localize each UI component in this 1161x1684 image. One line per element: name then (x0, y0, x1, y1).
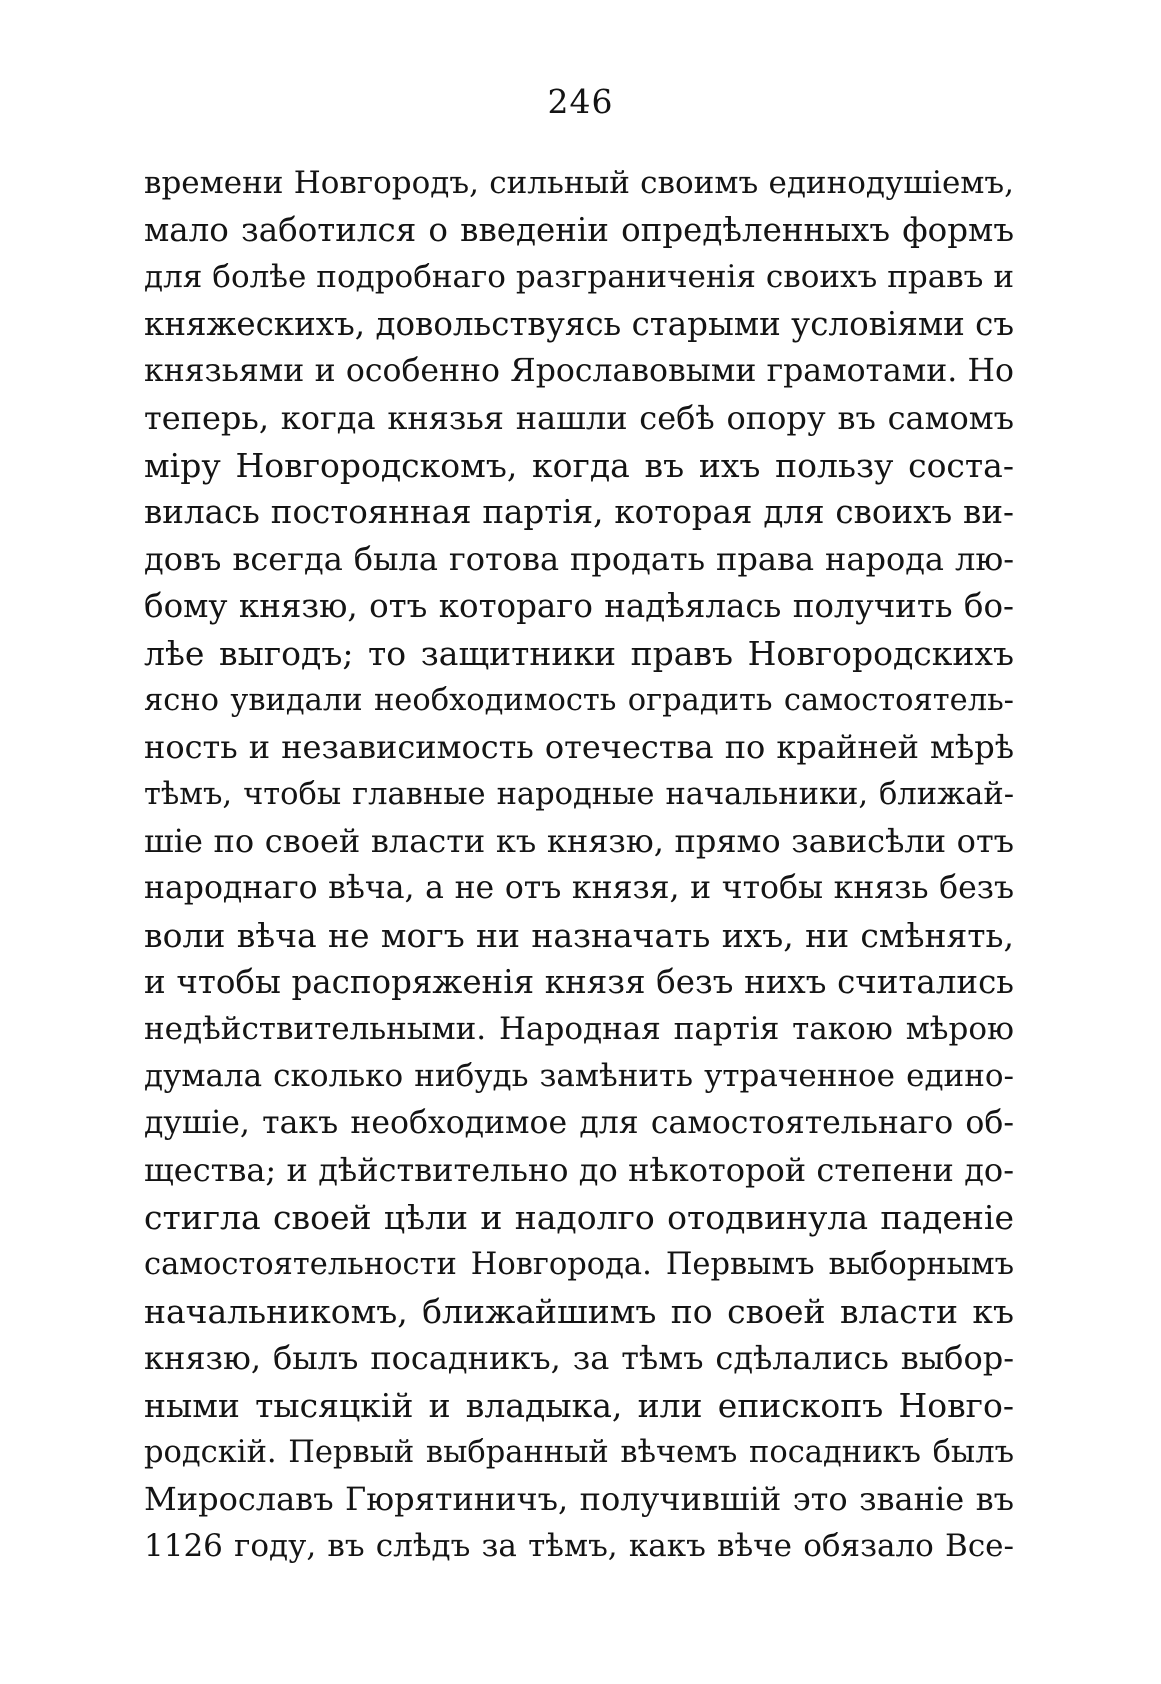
text-line: недѣйствительными. Народная партiя такою мѣрою (144, 1011, 1014, 1047)
text-line: ясно увидали необходимость оградить самостоятель- (144, 683, 1014, 718)
text-line: теперь, когда князья нашли себѣ опору въ самомъ (144, 399, 1014, 437)
text-line: воли вѣча не могъ ни назначать ихъ, ни смѣнять, (144, 916, 1014, 955)
text-line: и чтобы распоряженiя князя безъ нихъ считались (144, 963, 1014, 1001)
text-line: княжескихъ, довольствуясь старыми условiями съ (144, 305, 1014, 343)
text-line: 1126 году, въ слѣдъ за тѣмъ, какъ вѣче обязало Все- (144, 1528, 1014, 1564)
text-line: для болѣе подробнаго разграниченiя своихъ правъ и (144, 259, 1014, 295)
text-line: Мирославъ Гюрятиничъ, получившiй это званiе въ (144, 1480, 1014, 1518)
text-line: довъ всегда была готова продать права народа лю- (144, 540, 1014, 578)
text-line: народнаго вѣча, а не отъ князя, и чтобы князь безъ (144, 870, 1014, 906)
text-line: ность и независимость отечества по крайней мѣрѣ (144, 728, 1014, 766)
text-line: князьями и особенно Ярославовыми грамотами. Но (144, 353, 1014, 389)
text-line: тѣмъ, чтобы главные народные начальники, ближай- (144, 777, 1014, 812)
text-line: мiру Новгородскомъ, когда въ ихъ пользу соста- (144, 446, 1014, 485)
text-line: шiе по своей власти къ князю, прямо зависѣли отъ (144, 822, 1014, 860)
text-line: вилась постоянная партiя, которая для своихъ ви- (144, 493, 1014, 531)
text-line: ными тысяцкiй и владыка, или епископъ Новго- (144, 1386, 1014, 1425)
page-number: 246 (547, 82, 614, 121)
text-line: времени Новгородъ, сильный своимъ единодушiемъ, (144, 165, 1014, 201)
text-line: стигла своей цѣли и надолго отодвинула паденiе (144, 1198, 1014, 1237)
text-line: бому князю, отъ котораго надѣялась получить бо- (144, 587, 1014, 625)
text-line: князю, былъ посадникъ, за тѣмъ сдѣлались выбор- (144, 1339, 1014, 1377)
page-body-text (144, 160, 1014, 1570)
text-line: думала сколько нибудь замѣнить утраченное едино- (144, 1058, 1014, 1094)
text-line: щества; и дѣйствительно до нѣкоторой степени до- (144, 1151, 1014, 1189)
text-line: самостоятельности Новгорода. Первымъ выборнымъ (144, 1247, 1014, 1282)
text-line: душiе, такъ необходимое для самостоятельнаго об- (144, 1105, 1014, 1141)
text-line: начальникомъ, ближайшимъ по своей власти къ (144, 1292, 1014, 1331)
text-line: мало заботился о введенiи опредѣленныхъ формъ (144, 211, 1014, 249)
text-line: родскiй. Первый выбранный вѣчемъ посадникъ былъ (144, 1435, 1014, 1470)
text-line: лѣе выгодъ; то защитники правъ Новгородскихъ (144, 634, 1014, 673)
